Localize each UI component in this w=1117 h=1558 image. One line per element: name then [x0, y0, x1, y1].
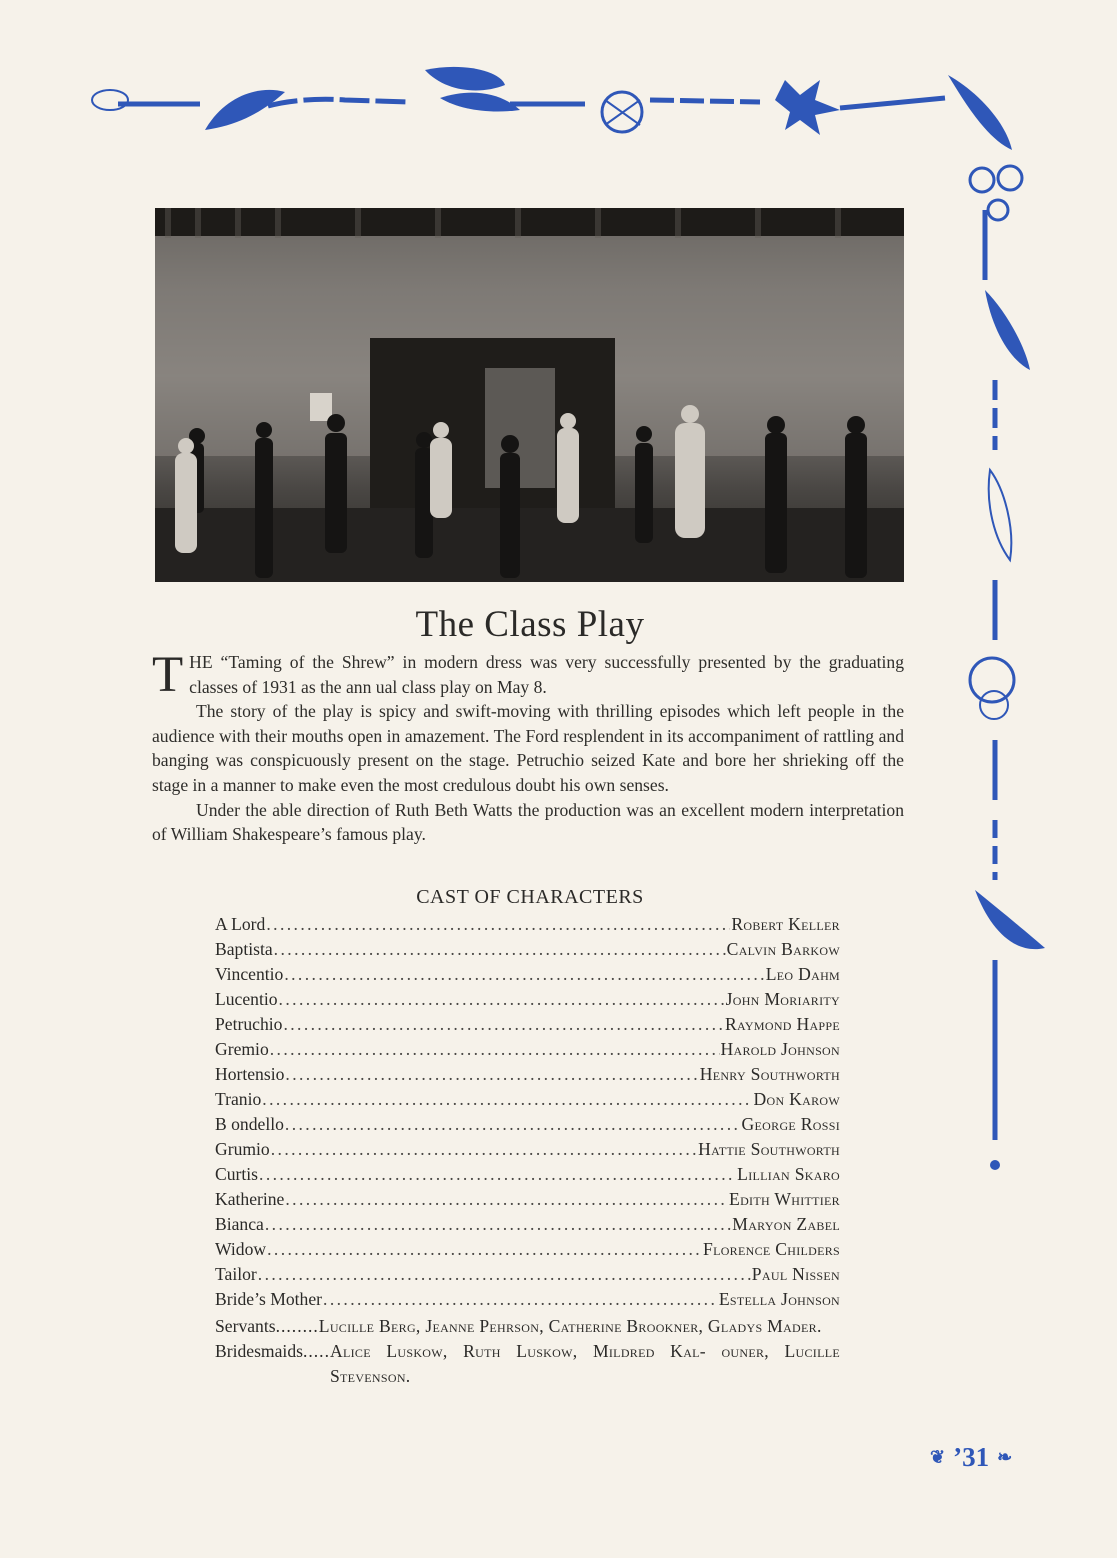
cast-role: A Lord [215, 914, 266, 934]
cast-role: Hortensio [215, 1064, 285, 1084]
direction-paragraph: Under the able direction of Ruth Beth Watts the production was an excellent modern interpretation of William Shakespeare’s famous play. [152, 799, 904, 845]
cast-actor: Raymond Happe [725, 1014, 840, 1034]
cast-row [215, 1189, 840, 1214]
cast-row [215, 1014, 840, 1039]
intro-text: HE “Taming of the Shrew” in modern dress was very successfully presented by the graduating classes of 1931 as the ann ual class play on May 8. [189, 652, 904, 697]
cast-row [215, 1239, 840, 1264]
leader-dots [279, 989, 725, 1010]
cast-list [215, 914, 840, 1389]
cast-row [215, 914, 840, 939]
cast-row [215, 1164, 840, 1189]
cast-role: Widow [215, 1239, 267, 1259]
cast-role: Katherine [215, 1189, 285, 1209]
cast-actor: Leo Dahm [765, 964, 840, 984]
cast-actor: Florence Childers [702, 1239, 840, 1259]
cast-group-role: Servants [215, 1316, 276, 1336]
stage-photo-icon [155, 208, 904, 582]
cast-group-actors: Alice Luskow, Ruth Luskow, Mildred Kal- ouner, Lucille Stevenson. [329, 1341, 840, 1386]
leader-dots [267, 1239, 702, 1260]
leader-dots [271, 1139, 697, 1160]
page-number-text: ’31 [953, 1442, 990, 1472]
page-title: The Class Play [415, 604, 645, 645]
cast-row [215, 964, 840, 989]
cast-role: Grumio [215, 1139, 270, 1159]
cast-actor: Edith Whittier [729, 1189, 840, 1209]
article-body [152, 647, 904, 847]
cast-row [215, 1089, 840, 1114]
cast-role: Gremio [215, 1039, 269, 1059]
intro-paragraph [152, 647, 904, 703]
leader-dots [283, 1014, 724, 1035]
leader-dots [285, 1114, 741, 1135]
cast-actor: George Rossi [741, 1114, 840, 1134]
cast-row [215, 1039, 840, 1064]
leader-dots [285, 1064, 698, 1085]
leader-dots [266, 914, 730, 935]
leader-dots: ..... [302, 1341, 330, 1361]
cast-row [215, 1214, 840, 1239]
leader-dots [270, 1039, 720, 1060]
cast-actor: Hattie Southworth [698, 1139, 840, 1159]
cast-row [215, 939, 840, 964]
cast-group-row [215, 1314, 840, 1339]
cast-actor: Lillian Skaro [737, 1164, 840, 1184]
cast-actor: Harold Johnson [720, 1039, 840, 1059]
story-paragraph: The story of the play is spicy and swift-moving with thrilling episodes which left people in the audience with their mouths open in amazement. The Ford resplendent in its accompaniment of rattling and banging was conspicuously present on the stage. Petruchio seized Kate and bore her shrieking off the stage in a manner to make even the most credulous doubt his own senses. [152, 701, 904, 795]
cast-role: Tailor [215, 1264, 257, 1284]
cast-role: Baptista [215, 939, 273, 959]
cast-role: Tranio [215, 1089, 262, 1109]
cast-row [215, 989, 840, 1014]
cast-heading: CAST OF CHARACTERS [416, 886, 644, 908]
leader-dots [285, 1189, 728, 1210]
leader-dots [259, 1164, 736, 1185]
leaf-right-icon: ❧ [997, 1447, 1013, 1467]
cast-actor: Calvin Barkow [726, 939, 840, 959]
cast-row [215, 1114, 840, 1139]
cast-role: Curtis [215, 1164, 259, 1184]
leader-dots [258, 1264, 751, 1285]
cast-role: Lucentio [215, 989, 278, 1009]
cast-group-actors: Lucille Berg, Jeanne Pehrson, Catherine Brookner, Gladys Mader. [318, 1316, 822, 1336]
cast-role: Petruchio [215, 1014, 283, 1034]
cast-role: B ondello [215, 1114, 284, 1134]
leader-dots: ........ [275, 1316, 319, 1336]
drop-cap: T [152, 647, 184, 703]
leader-dots [274, 939, 726, 960]
leader-dots [323, 1289, 718, 1310]
cast-actor: Henry Southworth [699, 1064, 840, 1084]
page-number [930, 1442, 1050, 1473]
cast-role: Bianca [215, 1214, 264, 1234]
leaf-left-icon: ❦ [930, 1447, 946, 1467]
cast-group-row [215, 1339, 840, 1389]
cast-group-role: Bridesmaids [215, 1341, 303, 1361]
cast-role: Bride’s Mother [215, 1289, 323, 1309]
cast-actor: Paul Nissen [751, 1264, 840, 1284]
cast-row [215, 1139, 840, 1164]
cast-role: Vincentio [215, 964, 284, 984]
cast-row [215, 1064, 840, 1089]
leader-dots [265, 1214, 731, 1235]
cast-actor: Estella Johnson [718, 1289, 840, 1309]
cast-row [215, 1289, 840, 1314]
cast-actor: Maryon Zabel [732, 1214, 840, 1234]
cast-actor: Don Karow [753, 1089, 840, 1109]
cast-row [215, 1264, 840, 1289]
cast-actor: John Moriarity [725, 989, 840, 1009]
stage-photo [155, 208, 904, 582]
leader-dots [262, 1089, 752, 1110]
cast-actor: Robert Keller [731, 914, 840, 934]
leader-dots [284, 964, 764, 985]
